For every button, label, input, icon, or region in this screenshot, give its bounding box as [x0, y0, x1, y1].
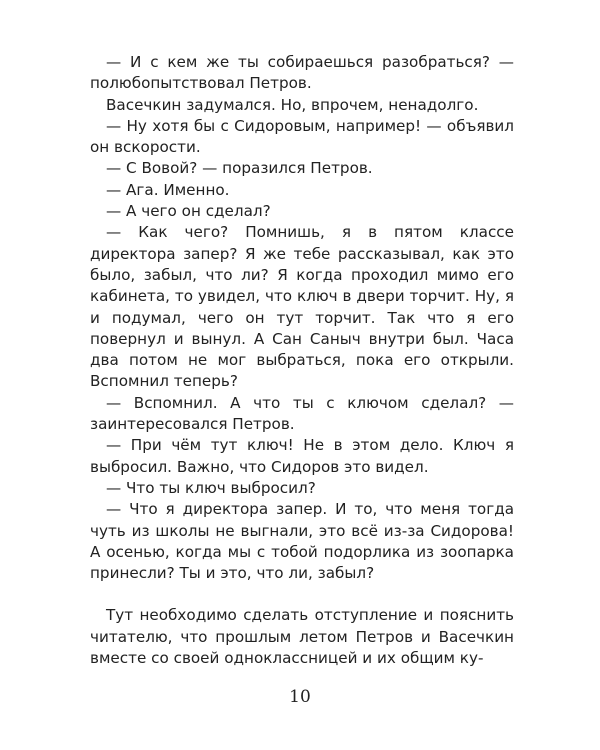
paragraph: — Ага. Именно. — [106, 180, 230, 199]
paragraph: — Ну хотя бы с Сидоровым, например! — объявил он вскорости. — [90, 116, 514, 157]
paragraph: — Как чего? Помнишь, я в пятом классе директора запер? Я же тебе рассказывал, как это было, забыл, что ли? Я когда проходил мимо его кабинета, то увидел, что ключ в двери торчит. Ну, я и подумал, чего он тут торчит. Так что я его повернул и вынул. А Сан Саныч внутри был. Часа два потом не мог выбраться, пока его открыли. Вспомнил теперь? — [90, 223, 514, 391]
paragraph: Васечкин задумался. Но, впрочем, ненадолго. — [106, 95, 479, 114]
paragraph: — С Вовой? — поразился Петров. — [106, 159, 373, 178]
text-column — [90, 52, 514, 669]
paragraph: — При чём тут ключ! Не в этом дело. Ключ я выбросил. Важно, что Сидоров это видел. — [90, 436, 514, 476]
paragraph: — Что ты ключ выбросил? — [106, 478, 316, 497]
paragraph: — И с кем же ты собираешься разобраться? — полюбопытствовал Петров. — [90, 53, 514, 93]
paragraph: — А чего он сделал? — [106, 202, 271, 221]
page-number: 10 — [289, 687, 311, 707]
paragraph: — Вспомнил. А что ты с ключом сделал? — заинтересовался Петров. — [90, 393, 514, 434]
narration-paragraph: Тут необходимо сделать отступление и пояснить читателю, что прошлым летом Петров и Васечкин вместе со своей одноклассницей и их общим ку- — [90, 606, 514, 668]
paragraph: — Что я директора запер. И то, что меня тогда чуть из школы не выгнали, это всё из-за Сидорова! А осенью, когда мы с тобой подорлика из зоопарка принесли? Ты и это, что ли, забыл? — [90, 500, 514, 583]
